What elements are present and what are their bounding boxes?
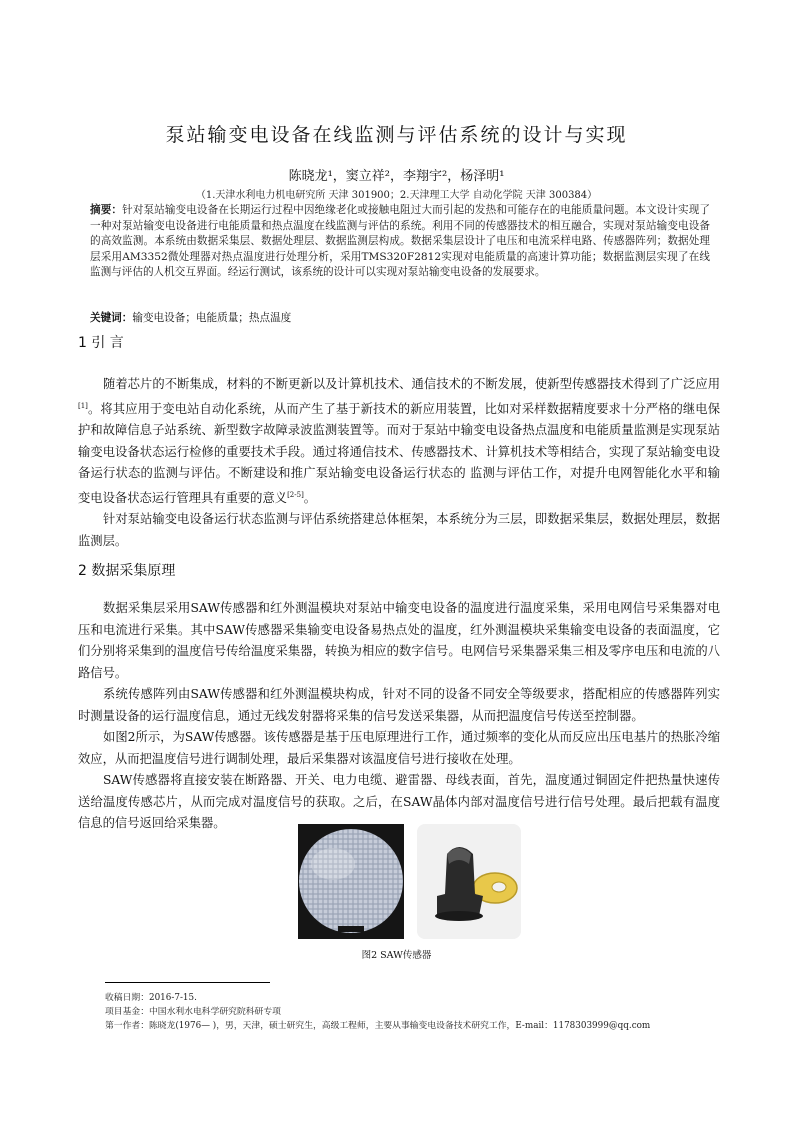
keywords-text: 输变电设备；电能质量；热点温度 <box>132 312 292 324</box>
figure-caption: 图2 SAW传感器 <box>361 950 432 961</box>
abstract <box>90 203 710 281</box>
paragraph: 针对泵站输变电设备运行状态监测与评估系统搭建总体框架，本系统分为三层，即数据采集层，数据处理层，数据监测层。 <box>78 512 720 548</box>
section-intro-body <box>78 374 720 552</box>
paragraph: 随着芯片的不断集成，材料的不断更新以及计算机技术、通信技术的不断发展，使新型传感器技术得到了广泛应用[1]。将其应用于变电站自动化系统，从而产生了基于新技术的新应用装置，比如对采样数据精度要求十分严格的继电保护和故障信息子站系统、新型数字故障录波监测装置等。而对于泵站中输变电设备热点温度和电能质量监测是实现泵站输变电设备状态运行检修的重要技术手段。通过将通信技术、传感器技术、计算机技术等相结合，实现了泵站输变电设备运行状态的监测与评估。不断建设和推广泵站输变电设备运行状态的 监测与评估工作，对提升电网智能化水平和输变电设备状态运行管理具有重要的意义[2-5]。 <box>78 377 720 505</box>
footnote-divider <box>105 982 270 983</box>
paper-title: 泵站输变电设备在线监测与评估系统的设计与实现 <box>165 124 628 146</box>
section-heading-intro: 1 引 言 <box>78 335 124 351</box>
author-list: 陈晓龙¹，窦立祥²，李翔宇²，杨泽明¹ <box>288 169 505 184</box>
citation: [1] <box>78 401 88 410</box>
paragraph: 数据采集层采用SAW传感器和红外测温模块对泵站中输变电设备的温度进行温度采集，采用电网信号采集器对电压和电流进行采集。其中SAW传感器采集输变电设备易热点处的温度，红外测温模块采集输变电设备的表面温度，它们分别将采集到的温度信号传给温度采集器，转换为相应的数字信号。电网信号采集器采集三相及零序电压和电流的八路信号。 <box>78 601 720 680</box>
keywords <box>90 310 710 325</box>
section-data-acquisition-body <box>78 598 720 835</box>
saw-wafer-image <box>298 824 404 939</box>
citation: [2-5] <box>287 490 304 499</box>
abstract-text: 针对泵站输变电设备在长期运行过程中因绝缘老化或接触电阻过大而引起的发热和可能存在的电能质量问题。本文设计实现了一种对泵站输变电设备进行电能质量和热点温度在线监测与评估的系统。利用不同的传感器技术的相互融合，实现对泵站输变电设备的高效监测。本系统由数据采集层、数据处理层、数据监测层构成。数据采集层设计了电压和电流采样电路、传感器阵列；数据处理层采用AM3352微处理器对热点温度进行处理分析，采用TMS320F2812实现对电能质量的高速计算功能；数据监测层实现了在线监测与评估的人机交互界面。经运行测试，该系统的设计可以实现对泵站输变电设备的发展要求。 <box>90 204 710 279</box>
paragraph: SAW传感器将直接安装在断路器、开关、电力电缆、避雷器、母线表面，首先，温度通过铜固定件把热量快速传送给温度传感芯片，从而完成对温度信号的获取。之后，在SAW晶体内部对温度信号进行信号处理。最后把载有温度信息的信号返回给采集器。 <box>78 773 720 830</box>
footnote-received-date: 收稿日期：2016-7-15. <box>105 993 197 1003</box>
affiliation: （1.天津水利电力机电研究所 天津 301900；2.天津理工大学 自动化学院 天津 300384） <box>195 190 598 201</box>
abstract-label: 摘要： <box>90 204 123 216</box>
paragraph: 系统传感阵列由SAW传感器和红外测温模块构成，针对不同的设备不同安全等级要求，搭配相应的传感器阵列实时测量设备的运行温度信息，通过无线发射器将采集的信号发送采集器，从而把温度信号传送至控制器。 <box>78 687 720 723</box>
paragraph: 如图2所示，为SAW传感器。该传感器是基于压电原理进行工作，通过频率的变化从而反应出压电基片的热胀冷缩效应，从而把温度信号进行调制处理，最后采集器对该温度信号进行接收在处理。 <box>78 730 720 766</box>
saw-sensor-image <box>417 824 521 939</box>
footnote-first-author: 第一作者：陈晓龙(1976— )，男，天津，硕士研究生，高级工程师，主要从事输变电设备技术研究工作，E-mail：1178303999@qq.com <box>105 1021 651 1031</box>
footnote-funding: 项目基金：中国水利水电科学研究院科研专项 <box>105 1007 281 1017</box>
keywords-label: 关键词： <box>90 312 133 324</box>
section-heading-data-acquisition: 2 数据采集原理 <box>78 563 176 579</box>
